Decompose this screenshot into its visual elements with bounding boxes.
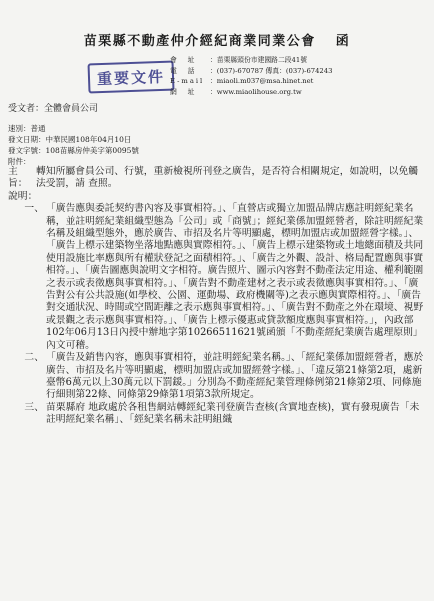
recipient-value: 全體會員公司 bbox=[44, 104, 99, 114]
contact-block bbox=[170, 55, 332, 97]
website-value: www.miaolihouse.org.tw bbox=[216, 87, 302, 96]
item-text: 苗栗縣府 地政處於各租售網站轉經紀業刊登廣告查核(含實地查核)，實有發現廣告「未註明經紀業名稱」、「經紀業名稱未註明組織 bbox=[46, 401, 420, 426]
address-row: 會 址 ：苗栗縣頭份市建國路二段41號 bbox=[170, 56, 308, 64]
association-name: 苗栗縣不動產仲介經紀商業同業公會 bbox=[83, 34, 316, 49]
description-item bbox=[8, 203, 426, 352]
item-number: 一、 bbox=[24, 203, 44, 215]
description-label: 說明： bbox=[8, 190, 38, 202]
doc-number-row bbox=[8, 145, 139, 156]
speed-row bbox=[8, 123, 46, 134]
important-document-stamp: 重要文件 bbox=[88, 61, 175, 94]
address-label: 會 址 bbox=[170, 56, 197, 64]
address-value: 苗栗縣頭份市建國路二段41號 bbox=[216, 56, 308, 64]
subject-section bbox=[8, 166, 426, 191]
date-label: 發文日期： bbox=[8, 135, 46, 144]
email-value: miaoli.m037@msa.hinet.net bbox=[216, 77, 314, 86]
description-item bbox=[8, 402, 426, 427]
speed-value: 普通 bbox=[30, 124, 46, 133]
doc-number-value: 108苗縣房仲美字第0095號 bbox=[45, 146, 139, 155]
email-row: E-mail ：miaoli.m037@msa.hinet.net bbox=[170, 77, 314, 86]
doc-number-label: 發文字號： bbox=[8, 146, 46, 155]
website-row: 網 址 ：www.miaolihouse.org.tw bbox=[170, 87, 302, 96]
recipient-row bbox=[8, 101, 98, 114]
item-text: 「廣告及銷售內容，應與事實相符，並註明經紀業名稱。」、「經紀業係加盟經營者，應於廣告、市招及名片等明顯處，標明加盟店或加盟經營字樣。」、「違反第21條第2項，處新臺幣6萬元以上30萬元以下罰鍰。」分別為不動產經紀業管理條例第21條第2項、同條施行細則第22條、同條第29條第1項第3款所規定。 bbox=[46, 352, 424, 401]
email-label: E-mail bbox=[170, 77, 205, 86]
letter-body bbox=[8, 166, 426, 427]
item-text: 「廣告應與委託契約書內容及事實相符。」、「直營店或獨立加盟品牌店應註明經紀業名稱，並註明經紀業組織型態為「公司」或「商號」；經紀業係加盟經營者，除註明經紀業名稱及組織型態外，應於廣告、市招及名片等明顯處，標明加盟店或加盟經營字樣。」、「廣告上標示建築物坐落地點應與實際相符。」、「廣告上標示建築物或土地總面積及共同使用設施比率應與所有權狀登記之面積相符。」、「廣告之外觀、設計、格局配置應與事實相符。」、「廣告圖應與說明文字相符。廣告照片、圖示內容對不動產法定用途、權利範圍之表示或表徵應與事實相符。」、「廣告對不動產建材之表示或表徵應與事實相符。」、「廣告對公有公共設施(如學校、公園、運動場、政府機關等)之表示應與實際相符。」、「廣告對交通狀況、時間或空間距離之表示應與事實相符。」、「廣告對不動產之外在環境、視野或景觀之表示應與事實相符。」、「廣告上標示優惠或貸款額度應與事實相符。」，內政部102年06月13日內授中辦地字第10266511621號函頒「不動產經紀業廣告處理原則」內文可稽。 bbox=[46, 203, 424, 351]
website-label: 網 址 bbox=[170, 87, 197, 96]
recipient-label: 受文者： bbox=[8, 104, 45, 114]
phone-value: (037)-670787 傳真：(037)-674243 bbox=[216, 66, 333, 75]
item-number: 二、 bbox=[24, 352, 44, 364]
item-number: 三、 bbox=[24, 401, 44, 413]
subject-label: 主旨： bbox=[8, 166, 28, 190]
subject-text: 轉知所屬會員公司、行號，重新檢視所刊登之廣告，是否符合相關規定，如說明，以免觸法受罰，請 查照。 bbox=[36, 166, 419, 190]
date-value: 中華民國108年04月10日 bbox=[45, 135, 132, 144]
letter-title bbox=[0, 30, 434, 49]
description-item bbox=[8, 352, 426, 402]
document-type: 函 bbox=[335, 34, 351, 49]
phone-row: 電 話 ：(037)-670787 傳真：(037)-674243 bbox=[170, 66, 333, 75]
speed-label: 速別： bbox=[8, 124, 31, 133]
attachment-label: 附件： bbox=[8, 157, 31, 166]
date-row bbox=[8, 134, 131, 145]
phone-label: 電 話 bbox=[170, 66, 197, 75]
